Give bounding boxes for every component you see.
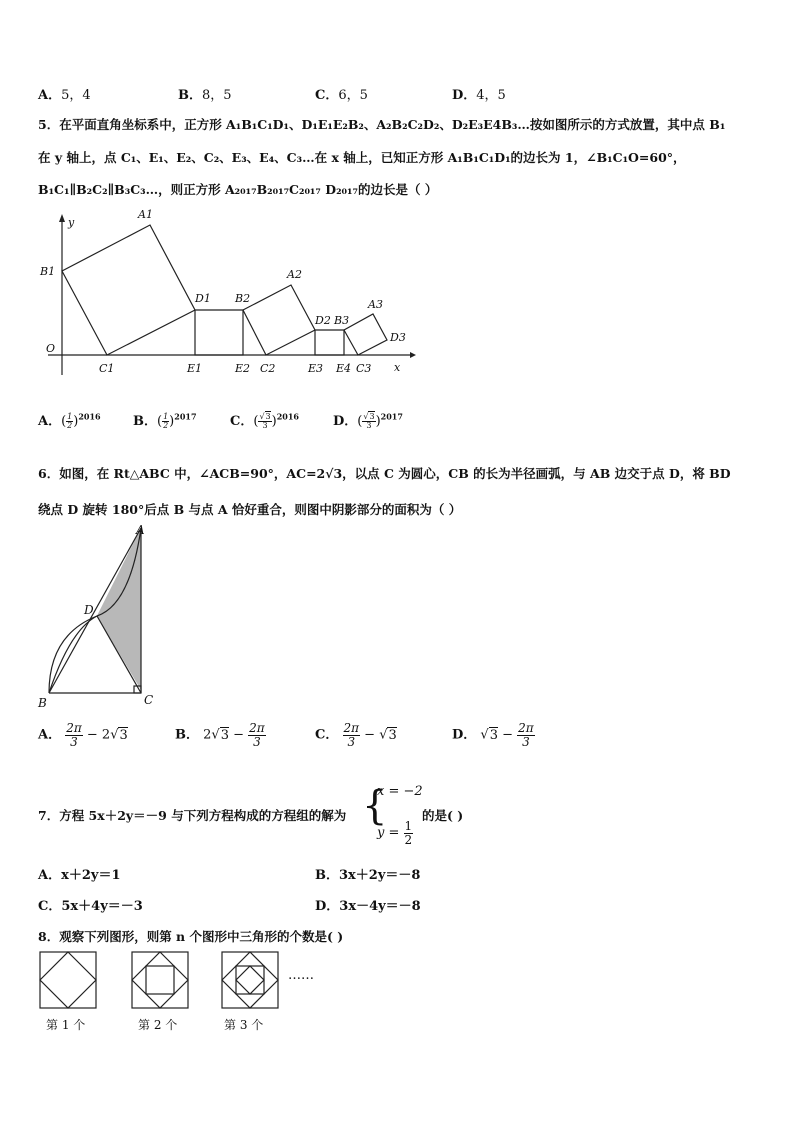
- q5-label-B1: B1: [40, 265, 56, 278]
- q6-option-d: D． √3 − $\frac{2\pi}{3}$: [452, 721, 534, 749]
- q4-option-d: D．4，5: [452, 88, 506, 103]
- q6-stem-line2: 绕点 D 旋转 180°后点 B 与点 A 恰好重合，则图中阴影部分的面积为（ ）: [38, 502, 462, 517]
- q5-stem-line2: 在 y 轴上，点 C₁、E₁、E₂、C₂、E₃、E₄、C₃…在 x 轴上，已知正方形 A₁B₁C₁D₁的边长为 1，∠B₁C₁O=60°，: [38, 150, 686, 165]
- q5-option-d-base: $\frac{√3}{3}$: [363, 412, 375, 430]
- q7-option-a: A．x＋2y＝1: [38, 868, 121, 883]
- q5-label-C1: C1: [99, 362, 115, 375]
- q5-y-arrow: [59, 214, 65, 222]
- q7-option-c: C．5x＋4y＝－3: [38, 899, 143, 914]
- q5-label-A2: A2: [287, 268, 302, 281]
- q8-caption-1: 第 1 个: [46, 1018, 86, 1032]
- q5-label-B2: B2: [235, 292, 251, 305]
- q5-option-b-base: $\frac{1}{2}$: [163, 412, 169, 430]
- q6-option-b: B． 2√3 − $\frac{2\pi}{3}$: [175, 721, 265, 749]
- q8-ellipsis: ……: [288, 968, 314, 983]
- q6-label-D: D: [84, 603, 94, 617]
- q4-option-c: C．6，5: [315, 88, 368, 103]
- q7-system-brace: {: [362, 783, 388, 829]
- q5-square-1: [62, 225, 195, 355]
- q5-label-A1: A1: [138, 208, 153, 221]
- q5-label-E1: E1: [187, 362, 203, 375]
- q6-shaded-triangle: [97, 528, 141, 690]
- q7-option-d: D．3x－4y＝－8: [315, 899, 421, 914]
- q5-option-c: C．( $\frac{√3}{3}$ )$^{2016}$: [230, 411, 299, 430]
- q5-label-D2: D2: [315, 314, 331, 327]
- q5-option-d: D．( $\frac{√3}{3}$ )$^{2017}$: [333, 411, 403, 430]
- q5-square-5: [344, 314, 387, 355]
- q5-option-a: A．( $\frac{1}{2}$ )$^{2016}$: [38, 411, 101, 430]
- q8-caption-2: 第 2 个: [138, 1018, 178, 1032]
- q6-option-a: A． $\frac{2\pi}{3}$ − 2√3: [38, 721, 128, 749]
- q4-option-a: A．5，4: [38, 88, 91, 103]
- q7-system-eq2: y = $\frac{1}{2}$: [377, 819, 413, 847]
- q8-caption-3: 第 3 个: [224, 1018, 264, 1032]
- q5-label-D3: D3: [390, 331, 406, 344]
- q5-square-3: [243, 285, 315, 355]
- q5-label-E4: E4: [336, 362, 352, 375]
- q5-stem-line3: B₁C₁∥B₂C₂∥B₃C₃…，则正方形 A₂₀₁₇B₂₀₁₇C₂₀₁₇ D₂₀₁₇的边长是（ ）: [38, 182, 438, 197]
- q5-label-E3: E3: [308, 362, 324, 375]
- q5-label-y: y: [68, 216, 75, 229]
- q5-label-C2: C2: [260, 362, 276, 375]
- q5-label-A3: A3: [368, 298, 383, 311]
- q6-arc-BD: [49, 616, 97, 693]
- q5-figure: [0, 200, 430, 390]
- q7-option-b: B．3x＋2y＝－8: [315, 868, 421, 883]
- q7-stem: 7．方程 5x＋2y＝－9 与下列方程构成的方程组的解为: [38, 808, 347, 823]
- q5-option-b: B．( $\frac{1}{2}$ )$^{2017}$: [133, 411, 197, 430]
- q5-square-4: [315, 330, 344, 355]
- q6-option-c: C． $\frac{2\pi}{3}$ − √3: [315, 721, 397, 749]
- q5-label-O: O: [46, 342, 56, 355]
- q7-stem-end: 的是( ): [422, 808, 464, 823]
- q4-option-b: B．8，5: [178, 88, 232, 103]
- q5-label-B3: B3: [334, 314, 350, 327]
- q6-figure: [30, 520, 160, 715]
- q5-label-C3: C3: [356, 362, 372, 375]
- q5-option-c-base: $\frac{√3}{3}$: [259, 412, 271, 430]
- q8-figure-2: [130, 950, 190, 1010]
- q6-stem-line1: 6．如图，在 Rt△ABC 中，∠ACB=90°，AC=2√3，以点 C 为圆心，CB 的长为半径画弧，与 AB 边交于点 D，将 BD: [38, 466, 731, 481]
- q7-system-eq1: x = −2: [377, 784, 423, 799]
- q6-label-A: A: [136, 523, 145, 537]
- q8-figure-1: [38, 950, 98, 1010]
- q6-label-C: C: [144, 693, 154, 707]
- q5-stem-line1: 5．在平面直角坐标系中，正方形 A₁B₁C₁D₁、D₁E₁E₂B₂、A₂B₂C₂D₂、D₂E₃E4B₃…按如图所示的方式放置，其中点 B₁: [38, 117, 726, 132]
- q6-label-B: B: [38, 696, 47, 710]
- q5-square-2: [195, 310, 243, 355]
- q8-stem: 8．观察下列图形，则第 n 个图形中三角形的个数是( ): [38, 929, 344, 944]
- q5-label-E2: E2: [235, 362, 251, 375]
- q5-label-x: x: [394, 361, 401, 374]
- q5-label-D1: D1: [195, 292, 211, 305]
- q5-option-a-base: $\frac{1}{2}$: [67, 412, 73, 430]
- q5-x-arrow: [410, 352, 416, 358]
- q8-figure-3: [220, 950, 280, 1010]
